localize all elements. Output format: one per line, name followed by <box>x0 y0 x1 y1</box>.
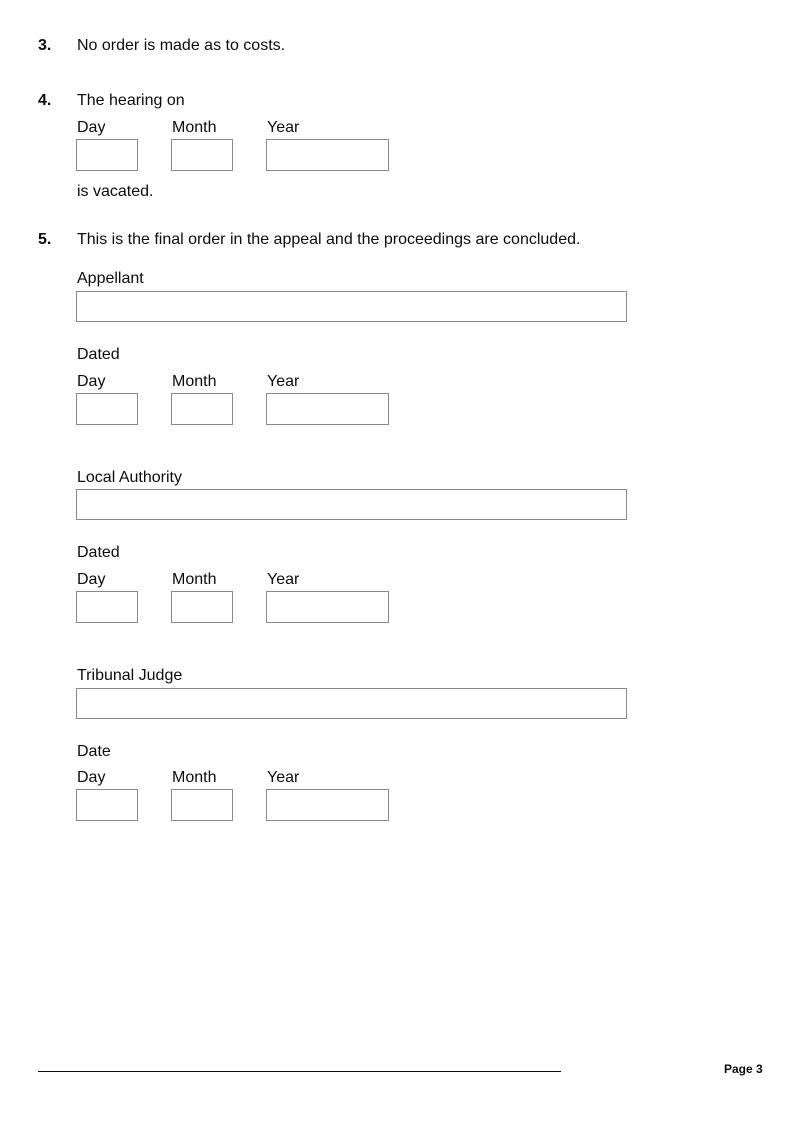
page-number: Page 3 <box>724 1062 763 1076</box>
hearing-year-label: Year <box>267 119 300 136</box>
appellant-day-label: Day <box>77 373 106 390</box>
local-authority-year-field[interactable] <box>266 591 389 623</box>
hearing-day-label: Day <box>77 119 106 136</box>
appellant-day-field[interactable] <box>76 393 138 425</box>
local-authority-month-field[interactable] <box>171 591 233 623</box>
tribunal-judge-year-label: Year <box>267 769 300 786</box>
footer-divider <box>38 1071 561 1072</box>
tribunal-judge-date-label: Date <box>77 743 111 760</box>
item-5-text: This is the final order in the appeal and the proceedings are concluded. <box>77 231 581 248</box>
local-authority-label: Local Authority <box>77 469 182 486</box>
tribunal-judge-field[interactable] <box>76 688 627 719</box>
tribunal-judge-day-label: Day <box>77 769 106 786</box>
item-3-text: No order is made as to costs. <box>77 37 286 54</box>
item-5-number: 5. <box>38 231 52 248</box>
local-authority-month-label: Month <box>172 571 217 588</box>
appellant-year-field[interactable] <box>266 393 389 425</box>
hearing-year-field[interactable] <box>266 139 389 171</box>
tribunal-judge-label: Tribunal Judge <box>77 667 183 684</box>
local-authority-dated-label: Dated <box>77 544 120 561</box>
local-authority-day-label: Day <box>77 571 106 588</box>
tribunal-judge-month-label: Month <box>172 769 217 786</box>
local-authority-field[interactable] <box>76 489 627 520</box>
hearing-day-field[interactable] <box>76 139 138 171</box>
appellant-field[interactable] <box>76 291 627 322</box>
hearing-month-label: Month <box>172 119 217 136</box>
appellant-month-field[interactable] <box>171 393 233 425</box>
hearing-month-field[interactable] <box>171 139 233 171</box>
tribunal-judge-month-field[interactable] <box>171 789 233 821</box>
item-3-number: 3. <box>38 37 52 54</box>
item-4-number: 4. <box>38 92 52 109</box>
local-authority-year-label: Year <box>267 571 300 588</box>
local-authority-day-field[interactable] <box>76 591 138 623</box>
tribunal-judge-day-field[interactable] <box>76 789 138 821</box>
appellant-label: Appellant <box>77 270 144 287</box>
appellant-month-label: Month <box>172 373 217 390</box>
item-4-after-text: is vacated. <box>77 183 154 200</box>
appellant-dated-label: Dated <box>77 346 120 363</box>
tribunal-judge-year-field[interactable] <box>266 789 389 821</box>
item-4-text: The hearing on <box>77 92 185 109</box>
appellant-year-label: Year <box>267 373 300 390</box>
